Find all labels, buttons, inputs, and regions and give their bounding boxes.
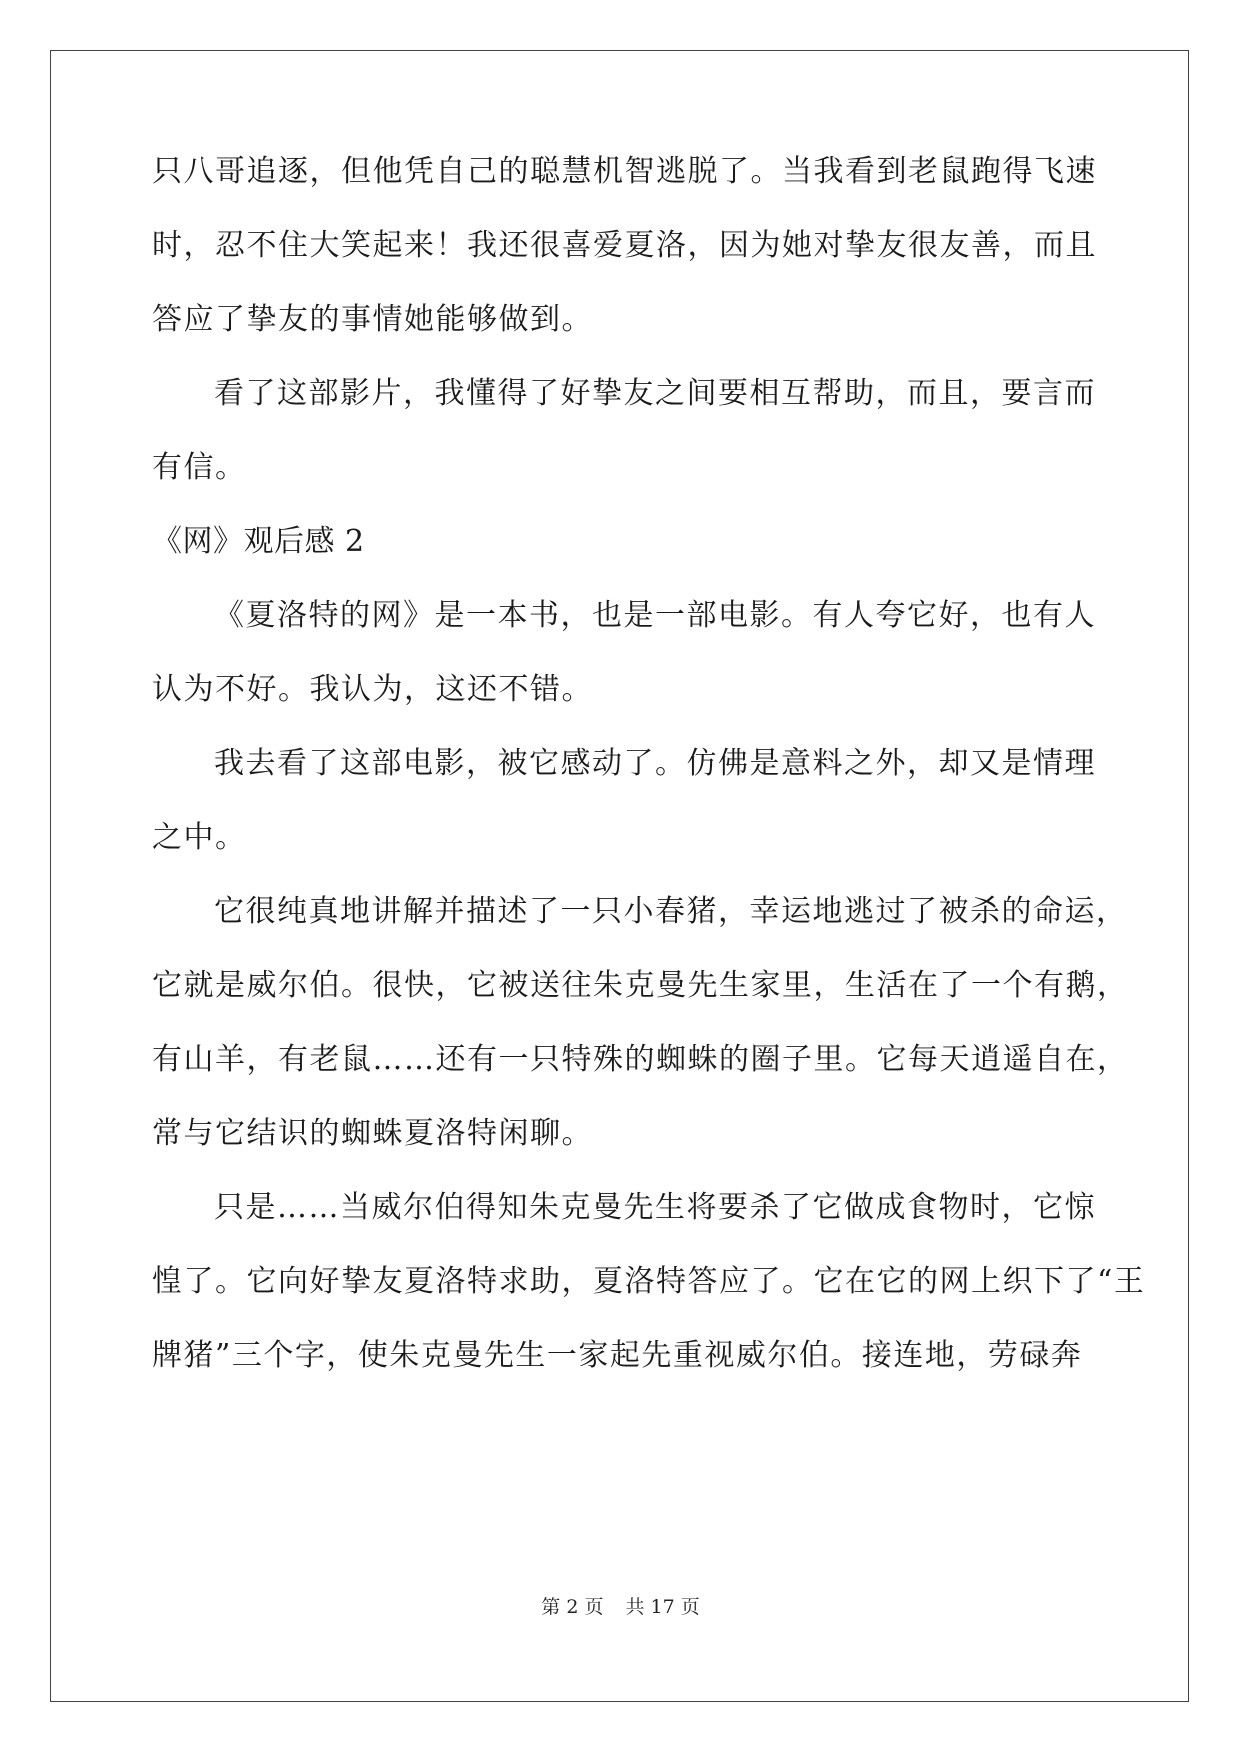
text-line: 之中。 [152, 820, 247, 855]
paragraph-first-line: 看了这部影片，我懂得了好挚友之间要相互帮助，而且，要言而 [214, 376, 1096, 411]
text-line: 有信。 [152, 450, 247, 485]
page-border [50, 50, 1189, 1702]
paragraph-first-line: 《夏洛特的网》是一本书，也是一部电影。有人夸它好，也有人 [214, 598, 1096, 633]
page-footer [0, 1595, 1241, 1619]
paragraph-first-line: 它很纯真地讲解并描述了一只小春猪，幸运地逃过了被杀的命运， [214, 894, 1128, 929]
text-line: 认为不好。我认为，这还不错。 [152, 672, 593, 707]
page-number: 第 2 页 [541, 1596, 604, 1618]
page-total: 共 17 页 [625, 1596, 700, 1618]
section-heading: 《网》观后感 2 [152, 524, 365, 559]
text-line: 牌猪”三个字，使朱克曼先生一家起先重视威尔伯。接连地，劳碌奔 [152, 1338, 1083, 1373]
text-line: 只八哥追逐，但他凭自己的聪慧机智逃脱了。当我看到老鼠跑得飞速 [152, 154, 1097, 189]
text-line: 时，忍不住大笑起来！我还很喜爱夏洛，因为她对挚友很友善，而且 [152, 228, 1097, 263]
paragraph-first-line: 只是……当威尔伯得知朱克曼先生将要杀了它做成食物时，它惊 [214, 1190, 1096, 1225]
text-line: 它就是威尔伯。很快，它被送往朱克曼先生家里，生活在了一个有鹅， [152, 968, 1129, 1003]
text-line: 有山羊，有老鼠……还有一只特殊的蜘蛛的圈子里。它每天逍遥自在， [152, 1042, 1129, 1077]
text-line: 惶了。它向好挚友夏洛特求助，夏洛特答应了。它在它的网上织下了“王 [152, 1264, 1146, 1299]
text-line: 常与它结识的蜘蛛夏洛特闲聊。 [152, 1116, 593, 1151]
text-line: 答应了挚友的事情她能够做到。 [152, 302, 593, 337]
paragraph-first-line: 我去看了这部电影，被它感动了。仿佛是意料之外，却又是情理 [214, 746, 1096, 781]
